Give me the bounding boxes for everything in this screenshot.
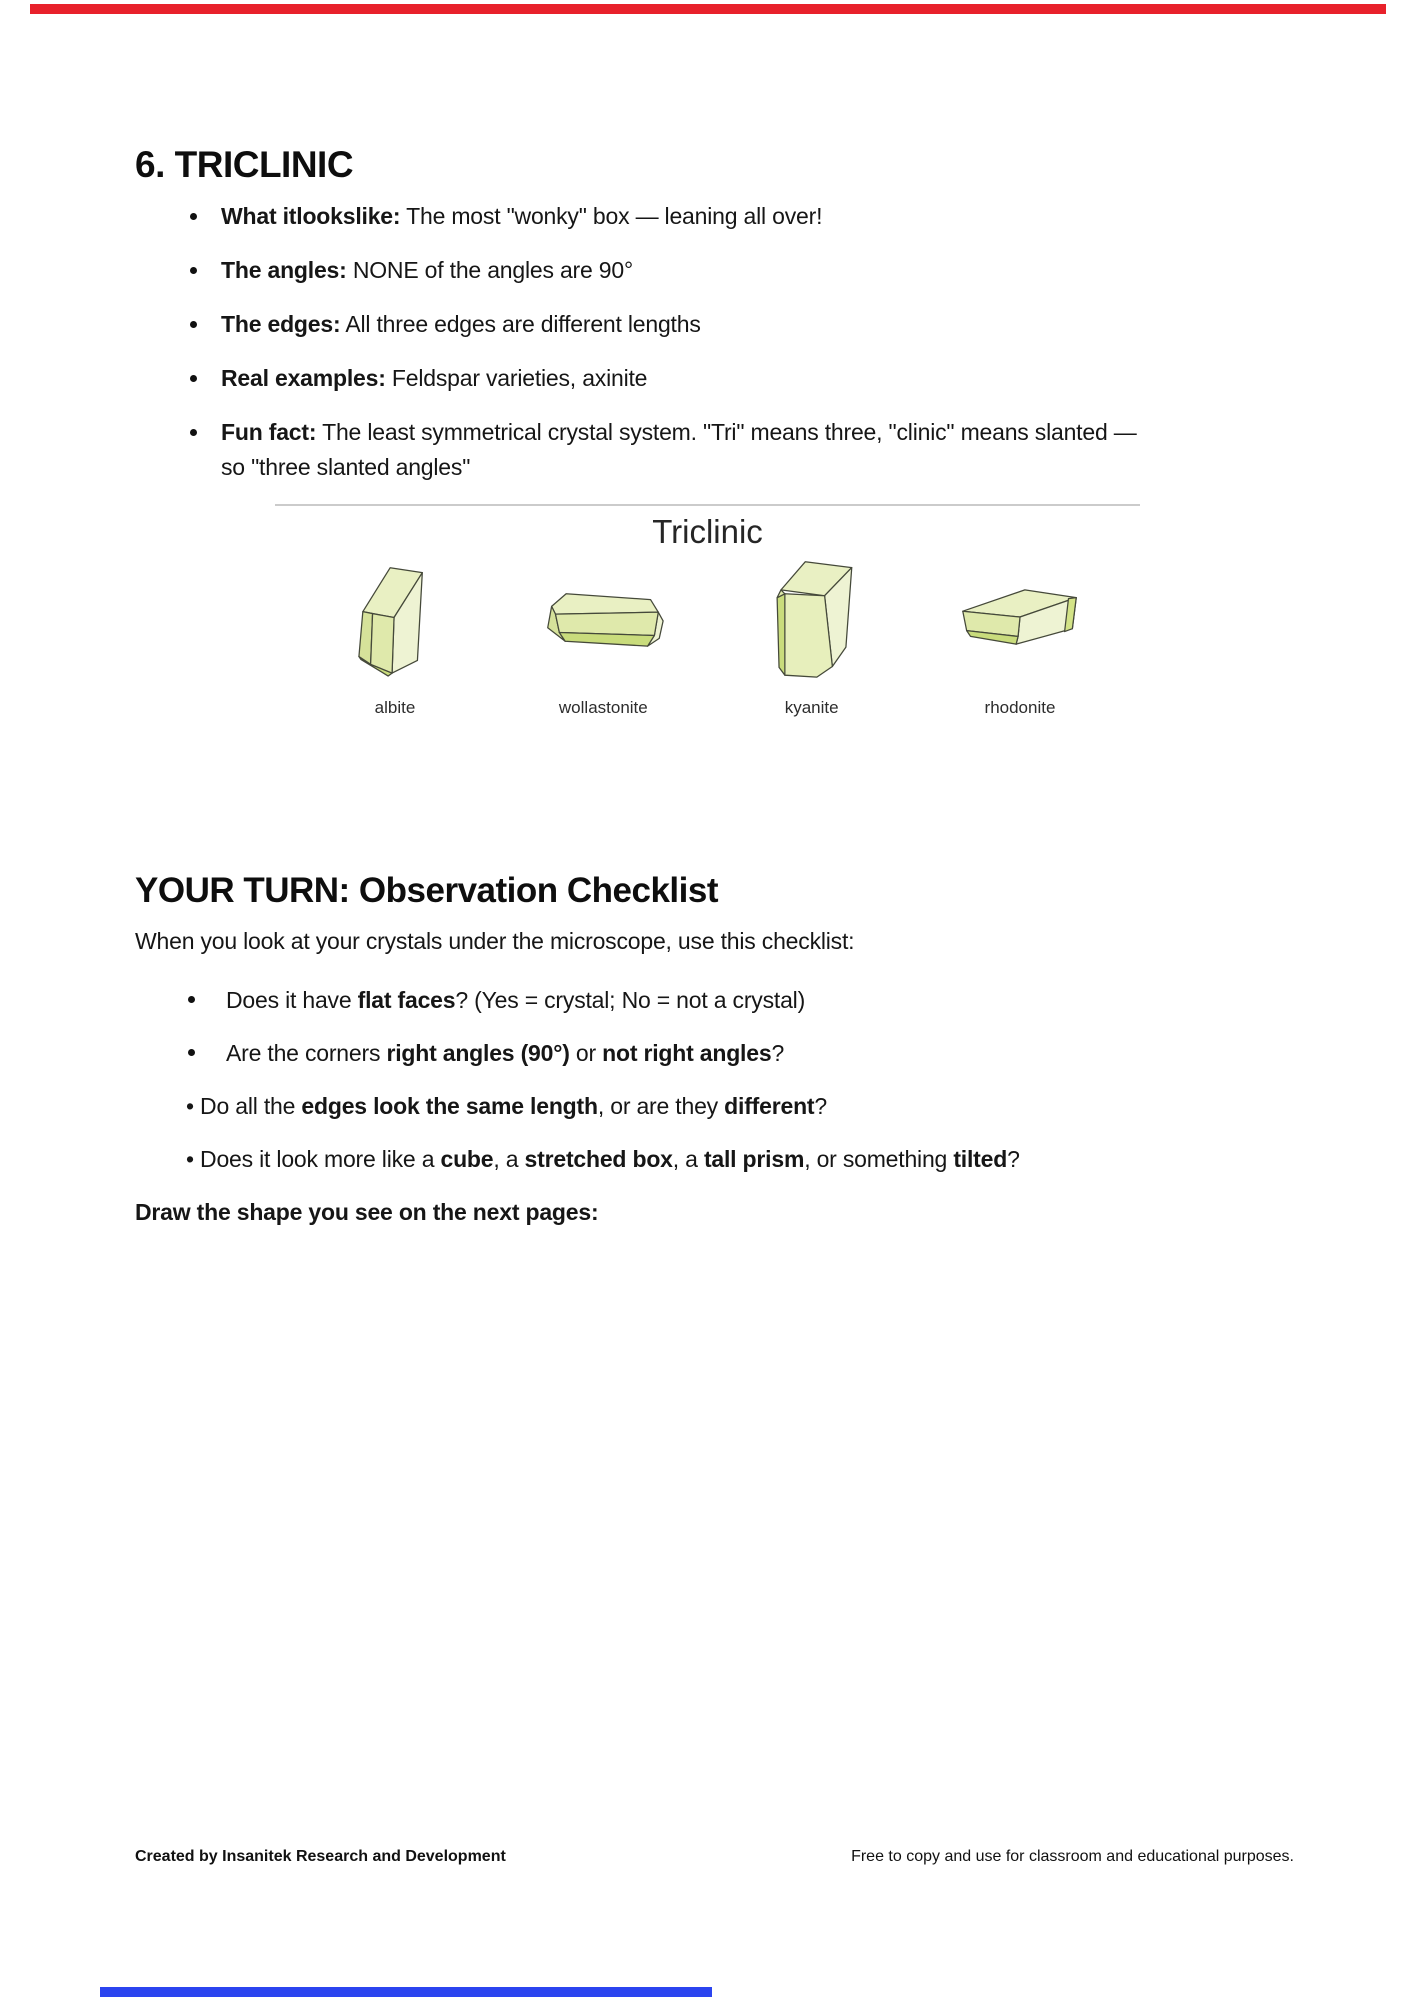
- triclinic-property-list: [135, 199, 1287, 485]
- checklist-text: , a: [493, 1146, 525, 1172]
- crystal-label-wollastonite: wollastonite: [558, 698, 648, 717]
- kyanite-crystal-illustration: [768, 555, 856, 681]
- bullet-dot-icon: [190, 429, 197, 436]
- albite-crystal-illustration: [356, 559, 434, 678]
- property-text: All three edges are different lengths: [345, 311, 701, 337]
- bullet-dot-icon: [190, 213, 197, 220]
- checklist-text-bold: right angles (90°): [386, 1040, 570, 1066]
- property-text: Feldspar varieties, axinite: [391, 365, 648, 391]
- checklist-text: ?: [814, 1093, 827, 1119]
- section-heading-triclinic: 6. TRICLINIC: [135, 144, 354, 185]
- checklist-text: , or something: [804, 1146, 954, 1172]
- property-text: The least symmetrical crystal system. "Tri" means three, "clinic" means slanted —: [322, 419, 1137, 445]
- bullet-dot-icon: [188, 996, 195, 1003]
- checklist-text: • Does it look more like a: [186, 1146, 441, 1172]
- checklist-text-bold: flat faces: [357, 987, 456, 1013]
- crystal-illustration-row: [275, 552, 1140, 684]
- crystal-cell-wollastonite: [503, 582, 703, 654]
- bullet-dot-icon: [188, 1049, 195, 1056]
- property-label: The edges:: [221, 311, 341, 337]
- checklist-text: , or are they: [597, 1093, 725, 1119]
- checklist-text: , a: [672, 1146, 704, 1172]
- bullet-dot-icon: [190, 321, 197, 328]
- observation-checklist: [135, 983, 1287, 1176]
- checklist-text-bold: different: [724, 1093, 815, 1119]
- top-accent-bar: [30, 4, 1386, 14]
- rhodonite-crystal-illustration: [956, 585, 1084, 651]
- checklist-text: or: [569, 1040, 603, 1066]
- crystal-label-rhodonite: rhodonite: [984, 698, 1056, 717]
- list-item-what-it-looks-like: [135, 199, 1287, 234]
- figure-title: Triclinic: [652, 513, 763, 550]
- checklist-text-bold: not right angles: [602, 1040, 772, 1066]
- checklist-text-bold: edges look the same length: [301, 1093, 598, 1119]
- property-label: The angles:: [221, 257, 347, 283]
- crystal-label-albite: albite: [374, 698, 416, 717]
- checklist-text: ?: [771, 1040, 785, 1066]
- crystal-cell-kyanite: [712, 555, 912, 681]
- section-heading-your-turn: YOUR TURN: Observation Checklist: [135, 871, 718, 910]
- list-item-fun-fact: [135, 415, 1287, 485]
- checklist-text-bold: cube: [440, 1146, 494, 1172]
- checklist-text-bold: tilted: [953, 1146, 1008, 1172]
- crystal-label-row: [275, 692, 1140, 718]
- bullet-dot-icon: [190, 267, 197, 274]
- triclinic-figure-panel: [275, 504, 1140, 718]
- checklist-text: ? (Yes = crystal; No = not a crystal): [455, 987, 806, 1013]
- footer-license: Free to copy and use for classroom and educational purposes.: [851, 1848, 1294, 1865]
- bottom-accent-bar: [100, 1987, 712, 1997]
- checklist-item-edge-length: [135, 1089, 1287, 1123]
- checklist-text: ?: [1007, 1146, 1020, 1172]
- crystal-cell-albite: [295, 559, 495, 678]
- wollastonite-crystal-illustration: [539, 582, 667, 654]
- property-text: The most "wonky" box — leaning all over!: [406, 203, 823, 229]
- checklist-text-bold: stretched box: [524, 1146, 673, 1172]
- figure-top-divider: [275, 504, 1140, 506]
- checklist-text: Does it have: [226, 987, 358, 1013]
- page-content: [135, 145, 1287, 1252]
- property-label: Real examples:: [221, 365, 386, 391]
- crystal-label-kyanite: kyanite: [784, 698, 839, 717]
- property-label: Fun fact:: [221, 419, 317, 445]
- checklist-text: • Do all the: [186, 1093, 302, 1119]
- checklist-intro: When you look at your crystals under the microscope, use this checklist:: [135, 928, 855, 954]
- property-label: What itlookslike:: [221, 203, 401, 229]
- checklist-item-right-angles: [135, 1036, 1287, 1070]
- checklist-text-bold: tall prism: [703, 1146, 805, 1172]
- list-item-angles: [135, 253, 1287, 288]
- footer-credit: Created by Insanitek Research and Development: [135, 1848, 506, 1865]
- checklist-text: Are the corners: [226, 1040, 387, 1066]
- list-item-real-examples: [135, 361, 1287, 396]
- checklist-item-flat-faces: [135, 983, 1287, 1017]
- checklist-item-shape-type: [135, 1142, 1287, 1176]
- property-text-line2: so "three slanted angles": [221, 454, 471, 480]
- page-footer: [135, 1846, 1294, 1868]
- property-text: NONE of the angles are 90°: [352, 257, 633, 283]
- bullet-dot-icon: [190, 375, 197, 382]
- list-item-edges: [135, 307, 1287, 342]
- draw-prompt: Draw the shape you see on the next pages:: [135, 1199, 599, 1225]
- crystal-cell-rhodonite: [920, 585, 1120, 651]
